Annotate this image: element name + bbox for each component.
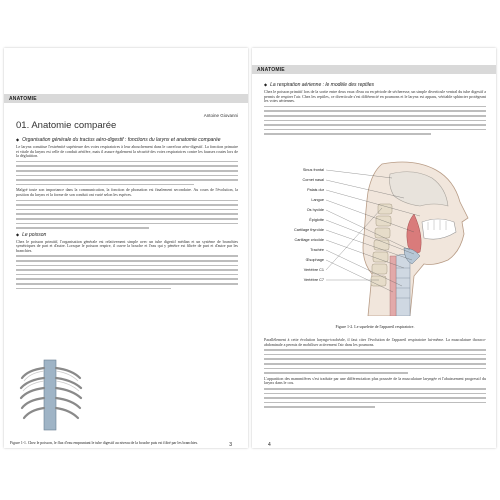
section-heading: ◆ Le poisson: [16, 231, 47, 238]
body-text-lines: [16, 161, 238, 186]
anatomy-label-list: [294, 168, 325, 282]
body-text-lines: [264, 388, 486, 408]
running-header-text: ANATOMIE: [9, 95, 37, 102]
running-header-text: ANATOMIE: [257, 66, 285, 73]
anatomy-label: Palais dur: [307, 188, 324, 192]
figure-caption: Figure 1-2. Le squelette de l'appareil respiratoire.: [335, 324, 415, 329]
anatomy-label: Cartilage thyroïde: [294, 228, 324, 232]
left-page: [4, 48, 248, 448]
anatomy-label: Œsophage: [305, 258, 324, 262]
anatomy-label: Vertèbre C7: [303, 278, 324, 282]
anatomy-label: Trachée: [310, 248, 324, 252]
body-text-lines: [16, 255, 238, 289]
anatomy-label: Langue: [311, 198, 324, 202]
anatomy-label: Épiglotte: [309, 218, 324, 222]
paragraph: L'apparition des mammifères s'est traduite par une différenciation plus poussée de la musculature laryngée et l'abaissement progressif du larynx dans le cou.: [264, 375, 486, 386]
bullet-icon: ◆: [16, 137, 20, 142]
anatomy-label: Vertèbre C1: [303, 268, 324, 272]
page-number: 4: [268, 442, 271, 448]
book-spread: [4, 48, 496, 448]
bullet-icon: ◆: [264, 82, 268, 87]
body-text-lines: [264, 106, 486, 135]
anatomy-label: Cornet nasal: [302, 178, 324, 182]
body-text-lines: [16, 200, 238, 229]
page-number: 3: [229, 442, 232, 448]
running-header-right: [252, 65, 496, 74]
paragraph: Chez le poisson primitif lors de la sortie entre deux eaux d'eau ou en période de sécheresse, un simple diverticule ventral du tube digestif a permis de respirer l'air. Chez les reptiles, ce diverticule s'est différencié en poumons et le larynx est apparu, véritable sphincter protégeant les voies aériennes.: [264, 89, 486, 104]
section-heading: ◆ La respiration aérienne : le modèle des reptiles: [264, 82, 375, 88]
body-text-lines: [264, 349, 486, 374]
anatomy-label: Cartilage cricoïde: [294, 238, 324, 242]
author-name: Antoine Giovanni: [203, 113, 238, 118]
anatomy-label: Os hyoïde: [306, 208, 324, 212]
anatomy-label: Sinus frontal: [302, 168, 324, 172]
paragraph: Malgré toute son importance dans la communication, la fonction de phonation est finalement secondaire. Au cours de l'évolution, la position du larynx et la forme de son conduit ont varié selon les espèces.: [16, 187, 238, 197]
fish-gill-illustration: [16, 356, 86, 434]
paragraph: Parallèlement à cette évolution laryngo-trachéale, il faut citer l'évolution de l'appareil respiratoire lui-même. La musculature thoraco-abdominale a permis de mobiliser activement l'air dans les poumons.: [264, 337, 486, 347]
respiratory-anatomy-illustration: [264, 156, 486, 316]
paragraph: Le larynx constitue l'extrémité supérieure des voies respiratoires à leur abouchement dans le carrefour aéro-digestif. La fonction primaire et vitale du larynx est celle de conduit aérifère, mais il assure également la sécurité des voies respiratoires contre les fausses routes lors de la déglutition.: [16, 144, 238, 159]
running-header-left: [4, 94, 248, 103]
bullet-icon: ◆: [16, 231, 20, 237]
right-page: [252, 48, 496, 448]
paragraph: Chez le poisson primitif, l'organisation générale est relativement simple avec un tube digestif médian et un système de branchies symétriques de part et d'autre. Lorsque le poisson respire, il ouvre la bouche et l'eau qui y pénètre est filtrée de part et d'autre par les branchies.: [16, 238, 238, 253]
figure-caption: Figure 1-1. Chez le poisson, le flux d'eau empruntant le tube digestif au niveau de la bouche puis est filtré par les branchies.: [10, 441, 199, 445]
chapter-title: 01. Anatomie comparée: [16, 120, 117, 131]
section-heading: ◆ Organisation générale du tractus aéro-digestif : fonctions du larynx et anatomie comparée: [16, 137, 221, 143]
